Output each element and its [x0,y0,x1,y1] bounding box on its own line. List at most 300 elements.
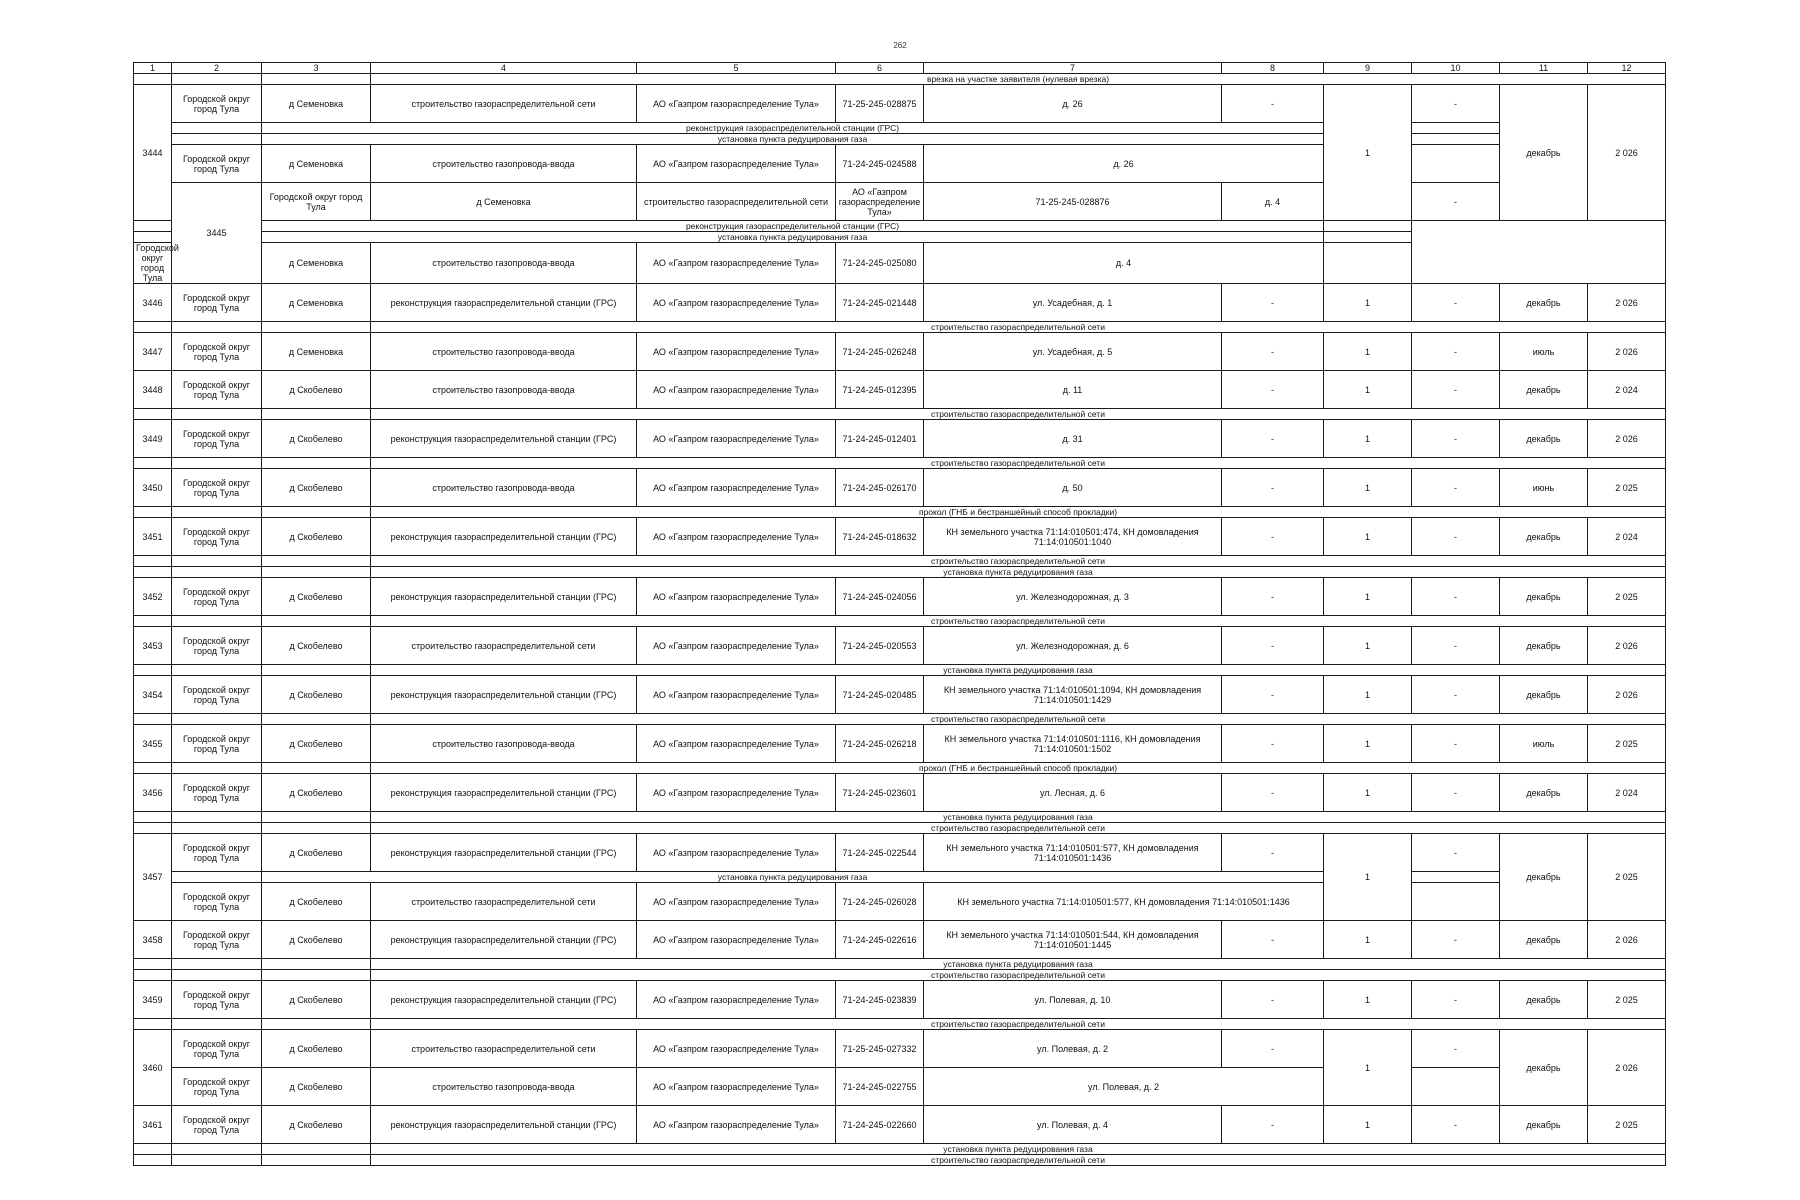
sub-work-label: установка пункта редуцирования газа [262,872,1324,883]
year: 2 026 [1588,420,1666,458]
organization: АО «Газпром газораспределение Тула» [637,578,836,616]
table-cell: д. 26 [924,145,1324,183]
sub-work-label: врезка на участке заявителя (нулевая врезка) [371,74,1666,85]
sub-row [134,872,1666,883]
table-cell [262,959,371,970]
col-8: - [1222,469,1324,507]
table-row [134,145,1666,183]
settlement: д Скобелево [262,518,371,556]
address: ул. Лесная, д. 6 [924,774,1222,812]
settlement: д Скобелево [262,981,371,1019]
work-type: реконструкция газораспределительной станции (ГРС) [371,676,637,714]
table-cell [1412,1068,1500,1106]
table-row [134,981,1666,1019]
sub-row [134,812,1666,823]
col-10: - [1412,469,1500,507]
sub-row [134,970,1666,981]
work-type: реконструкция газораспределительной станции (ГРС) [371,1106,637,1144]
table-cell [134,221,172,232]
table-cell [134,812,172,823]
sub-row [134,1144,1666,1155]
col-10: - [1412,1106,1500,1144]
table-cell [134,959,172,970]
table-cell [262,970,371,981]
header-row [134,63,1666,74]
sub-row [134,567,1666,578]
municipality: Городской округ город Тула [172,725,262,763]
table-cell [134,1155,172,1166]
table-cell: КН земельного участка 71:14:010501:577, КН домовладения 71:14:010501:1436 [924,834,1222,872]
month: декабрь [1500,774,1588,812]
table-cell: Городской округ город Тула [172,883,262,921]
organization: АО «Газпром газораспределение Тула» [637,469,836,507]
month: декабрь [1500,921,1588,959]
sub-work-label: установка пункта редуцирования газа [371,665,1666,676]
col-8: - [1222,921,1324,959]
table-cell [134,507,172,518]
col-8: - [1222,1106,1324,1144]
table-row [134,469,1666,507]
table-cell: строительство газопровода-ввода [371,1068,637,1106]
table-cell [172,763,262,774]
table-cell: строительство газораспределительной сети [371,1030,637,1068]
table-cell [172,458,262,469]
col-10: - [1412,333,1500,371]
table-cell: - [1222,834,1324,872]
row-number: 3454 [134,676,172,714]
table-cell: - [1412,834,1500,872]
table-body [134,63,1666,1166]
address: ул. Железнодорожная, д. 3 [924,578,1222,616]
col-10: - [1412,420,1500,458]
col-9: 1 [1324,676,1412,714]
month: июль [1500,333,1588,371]
organization: АО «Газпром газораспределение Тула» [637,371,836,409]
sub-work-label: строительство газораспределительной сети [371,556,1666,567]
table-cell [134,763,172,774]
table-row [134,921,1666,959]
table-cell [134,970,172,981]
table-cell: КН земельного участка 71:14:010501:577, КН домовладения 71:14:010501:1436 [924,883,1324,921]
sub-row [134,1155,1666,1166]
table-cell: 71-25-245-027332 [836,1030,924,1068]
year: 2 025 [1588,578,1666,616]
table-cell: д. 4 [1222,183,1324,221]
table-cell [172,567,262,578]
table-cell [1412,134,1500,145]
sub-row [134,458,1666,469]
table-cell: д Семеновка [262,243,371,284]
table-cell: ул. Полевая, д. 2 [924,1068,1324,1106]
table-cell [1412,123,1500,134]
year: 2 025 [1588,1106,1666,1144]
col-10: - [1412,981,1500,1019]
table-cell [172,970,262,981]
table-cell: 2 026 [1588,1030,1666,1106]
col-8: - [1222,420,1324,458]
organization: АО «Газпром газораспределение Тула» [637,774,836,812]
table-row [134,774,1666,812]
request-number: 71-24-245-022660 [836,1106,924,1144]
column-header: 1 [134,63,172,74]
address: КН земельного участка 71:14:010501:544, КН домовладения 71:14:010501:1445 [924,921,1222,959]
table-cell: Городской округ город Тула [172,834,262,872]
table-cell: строительство газораспределительной сети [371,883,637,921]
column-header: 5 [637,63,836,74]
col-10: - [1412,725,1500,763]
page-number: 262 [893,41,907,50]
sub-row [134,74,1666,85]
table-cell [134,322,172,333]
municipality: Городской округ город Тула [172,284,262,322]
table-cell: строительство газораспределительной сети [637,183,836,221]
col-8: - [1222,725,1324,763]
column-header: 12 [1588,63,1666,74]
sub-row [134,959,1666,970]
table-row [134,834,1666,872]
sub-row [134,507,1666,518]
sub-work-label: установка пункта редуцирования газа [371,959,1666,970]
year: 2 024 [1588,518,1666,556]
year: 2 026 [1588,921,1666,959]
col-9: 1 [1324,578,1412,616]
table-row [134,518,1666,556]
row-number: 3447 [134,333,172,371]
col-10: - [1412,518,1500,556]
table-cell: декабрь [1500,834,1588,921]
table-cell: АО «Газпром газораспределение Тула» [637,1030,836,1068]
table-cell: декабрь [1500,85,1588,221]
sub-work-label: строительство газораспределительной сети [371,322,1666,333]
table-cell: Городской округ город Тула [172,1068,262,1106]
table-cell [134,232,172,243]
col-8: - [1222,578,1324,616]
work-type: реконструкция газораспределительной станции (ГРС) [371,921,637,959]
sub-work-label: строительство газораспределительной сети [371,409,1666,420]
address: ул. Железнодорожная, д. 6 [924,627,1222,665]
municipality: Городской округ город Тула [172,981,262,1019]
sub-row [134,322,1666,333]
table-cell: 2 025 [1588,834,1666,921]
table-cell [134,714,172,725]
request-number: 71-24-245-020553 [836,627,924,665]
col-9: 1 [1324,518,1412,556]
table-cell: д. 26 [924,85,1222,123]
address: ул. Усадебная, д. 1 [924,284,1222,322]
table-cell [172,665,262,676]
month: июнь [1500,469,1588,507]
sub-work-label: прокол (ГНБ и бестраншейный способ прокладки) [371,763,1666,774]
table-cell [172,959,262,970]
table-cell [172,714,262,725]
month: декабрь [1500,1106,1588,1144]
month: декабрь [1500,981,1588,1019]
work-type: строительство газопровода-ввода [371,725,637,763]
table-cell [172,812,262,823]
table-cell [134,556,172,567]
request-number: 71-24-245-018632 [836,518,924,556]
table-cell: д Семеновка [371,183,637,221]
row-number: 3451 [134,518,172,556]
table-cell [134,665,172,676]
table-cell [172,616,262,627]
sub-row [134,714,1666,725]
table-cell: АО «Газпром газораспределение Тула» [637,883,836,921]
organization: АО «Газпром газораспределение Тула» [637,284,836,322]
month: декабрь [1500,420,1588,458]
table-cell: АО «Газпром газораспределение Тула» [637,243,836,284]
work-type: реконструкция газораспределительной станции (ГРС) [371,774,637,812]
row-number: 3453 [134,627,172,665]
organization: АО «Газпром газораспределение Тула» [637,725,836,763]
sub-row [134,409,1666,420]
sub-work-label: реконструкция газораспределительной станции (ГРС) [262,221,1324,232]
month: декабрь [1500,371,1588,409]
table-cell: Городской округ город Тула [172,1030,262,1068]
table-cell: Городской округ город Тула [172,145,262,183]
table-cell: ул. Полевая, д. 2 [924,1030,1222,1068]
col-8: - [1222,333,1324,371]
col-10: - [1412,578,1500,616]
table-cell [262,665,371,676]
table-cell: реконструкция газораспределительной станции (ГРС) [371,834,637,872]
table-cell [172,507,262,518]
col-10: - [1412,921,1500,959]
work-type: строительство газопровода-ввода [371,469,637,507]
table-cell [262,556,371,567]
table-cell [134,567,172,578]
table-cell: - [1222,85,1324,123]
col-10: - [1412,774,1500,812]
year: 2 024 [1588,371,1666,409]
col-8: - [1222,676,1324,714]
column-header: 11 [1500,63,1588,74]
table-cell [172,872,262,883]
request-number: 71-24-245-023601 [836,774,924,812]
month: декабрь [1500,518,1588,556]
table-cell [134,458,172,469]
column-header: 7 [924,63,1222,74]
table-cell [1324,232,1412,243]
sub-work-label: установка пункта редуцирования газа [371,567,1666,578]
municipality: Городской округ город Тула [172,676,262,714]
request-number: 71-24-245-026248 [836,333,924,371]
table-cell [134,1144,172,1155]
col-8: - [1222,774,1324,812]
work-type: реконструкция газораспределительной станции (ГРС) [371,981,637,1019]
municipality: Городской округ город Тула [172,578,262,616]
table-cell [172,556,262,567]
table-cell: строительство газопровода-ввода [371,145,637,183]
col-8: - [1222,981,1324,1019]
request-number: 71-24-245-024056 [836,578,924,616]
col-9: 1 [1324,420,1412,458]
table-cell [134,1019,172,1030]
sub-work-label: установка пункта редуцирования газа [262,134,1324,145]
col-8: - [1222,284,1324,322]
table-cell: д. 4 [924,243,1324,284]
settlement: д Скобелево [262,469,371,507]
row-number: 3455 [134,725,172,763]
infrastructure-table [133,62,1666,1166]
address: ул. Полевая, д. 10 [924,981,1222,1019]
municipality: Городской округ город Тула [172,518,262,556]
organization: АО «Газпром газораспределение Тула» [637,1106,836,1144]
sub-row [134,134,1666,145]
settlement: д Скобелево [262,371,371,409]
table-cell: д Скобелево [262,883,371,921]
table-row [134,676,1666,714]
table-cell [172,409,262,420]
column-header: 9 [1324,63,1412,74]
table-cell: 71-25-245-028876 [924,183,1222,221]
row-number: 3461 [134,1106,172,1144]
work-type: реконструкция газораспределительной станции (ГРС) [371,578,637,616]
table-cell: д Скобелево [262,834,371,872]
table-cell [1412,145,1500,183]
settlement: д Семеновка [262,284,371,322]
organization: АО «Газпром газораспределение Тула» [637,333,836,371]
year: 2 026 [1588,676,1666,714]
sub-work-label: строительство газораспределительной сети [371,714,1666,725]
sub-work-label: строительство газораспределительной сети [371,1155,1666,1166]
municipality: Городской округ город Тула [172,627,262,665]
month: декабрь [1500,627,1588,665]
table-cell [172,823,262,834]
table-cell [172,322,262,333]
sub-work-label: установка пункта редуцирования газа [371,1144,1666,1155]
settlement: д Скобелево [262,420,371,458]
year: 2 025 [1588,981,1666,1019]
table-row [134,420,1666,458]
col-9: 1 [1324,627,1412,665]
table-cell [262,507,371,518]
table-cell: декабрь [1500,1030,1588,1106]
col-9: 1 [1324,774,1412,812]
table-cell: 3444 [134,85,172,221]
table-row [134,627,1666,665]
municipality: Городской округ город Тула [172,371,262,409]
work-type: строительство газораспределительной сети [371,627,637,665]
col-9: 1 [1324,469,1412,507]
municipality: Городской округ город Тула [172,469,262,507]
row-number: 3452 [134,578,172,616]
month: декабрь [1500,284,1588,322]
table-cell [262,322,371,333]
work-type: строительство газопровода-ввода [371,371,637,409]
table-cell: Городской округ город Тула [262,183,371,221]
table-cell: - [1222,1030,1324,1068]
table-cell: д Семеновка [262,85,371,123]
col-10: - [1412,676,1500,714]
sub-work-label: прокол (ГНБ и бестраншейный способ прокладки) [371,507,1666,518]
year: 2 026 [1588,627,1666,665]
row-number: 3456 [134,774,172,812]
table-cell [1412,872,1500,883]
year: 2 026 [1588,333,1666,371]
sub-row [134,763,1666,774]
table-cell [262,812,371,823]
sub-row [134,123,1666,134]
table-row [134,243,1666,284]
table-cell: 1 [1324,1030,1412,1106]
request-number: 71-24-245-026170 [836,469,924,507]
table-cell: 71-25-245-028875 [836,85,924,123]
sub-work-label: строительство газораспределительной сети [371,458,1666,469]
year: 2 026 [1588,284,1666,322]
table-cell: 71-24-245-022755 [836,1068,924,1106]
col-10: - [1412,627,1500,665]
table-cell [262,74,371,85]
request-number: 71-24-245-012401 [836,420,924,458]
table-cell: 3457 [134,834,172,921]
table-cell [262,714,371,725]
table-cell [172,1019,262,1030]
col-8: - [1222,518,1324,556]
col-9: 1 [1324,284,1412,322]
sub-work-label: установка пункта редуцирования газа [371,812,1666,823]
municipality: Городской округ город Тула [172,333,262,371]
month: декабрь [1500,676,1588,714]
table-row [134,725,1666,763]
table-cell [262,1155,371,1166]
column-header: 10 [1412,63,1500,74]
table-row [134,1068,1666,1106]
request-number: 71-24-245-021448 [836,284,924,322]
municipality: Городской округ город Тула [172,921,262,959]
col-9: 1 [1324,981,1412,1019]
table-cell: АО «Газпром газораспределение Тула» [637,834,836,872]
organization: АО «Газпром газораспределение Тула» [637,981,836,1019]
table-cell [262,567,371,578]
table-cell: 71-24-245-024588 [836,145,924,183]
request-number: 71-24-245-020485 [836,676,924,714]
table-cell: 71-24-245-026028 [836,883,924,921]
table-cell [172,1144,262,1155]
table-cell: д Скобелево [262,1068,371,1106]
month: декабрь [1500,578,1588,616]
table-cell [172,1155,262,1166]
table-cell: д Скобелево [262,1030,371,1068]
table-cell: 1 [1324,85,1412,221]
table-row [134,371,1666,409]
col-9: 1 [1324,921,1412,959]
column-header: 6 [836,63,924,74]
sub-row [134,616,1666,627]
col-8: - [1222,371,1324,409]
municipality: Городской округ город Тула [172,1106,262,1144]
organization: АО «Газпром газораспределение Тула» [637,627,836,665]
table-cell [1412,883,1500,921]
table-cell [262,458,371,469]
request-number: 71-24-245-012395 [836,371,924,409]
table-cell [172,123,262,134]
address: КН земельного участка 71:14:010501:1116, КН домовладения 71:14:010501:1502 [924,725,1222,763]
col-9: 1 [1324,725,1412,763]
table-cell: строительство газопровода-ввода [371,243,637,284]
column-header: 2 [172,63,262,74]
row-number: 3449 [134,420,172,458]
table-cell: д Семеновка [262,145,371,183]
table-cell [134,74,172,85]
municipality: Городской округ город Тула [172,420,262,458]
settlement: д Скобелево [262,627,371,665]
address: ул. Усадебная, д. 5 [924,333,1222,371]
settlement: д Скобелево [262,774,371,812]
sub-row [134,823,1666,834]
table-cell [262,616,371,627]
municipality: Городской округ город Тула [172,774,262,812]
